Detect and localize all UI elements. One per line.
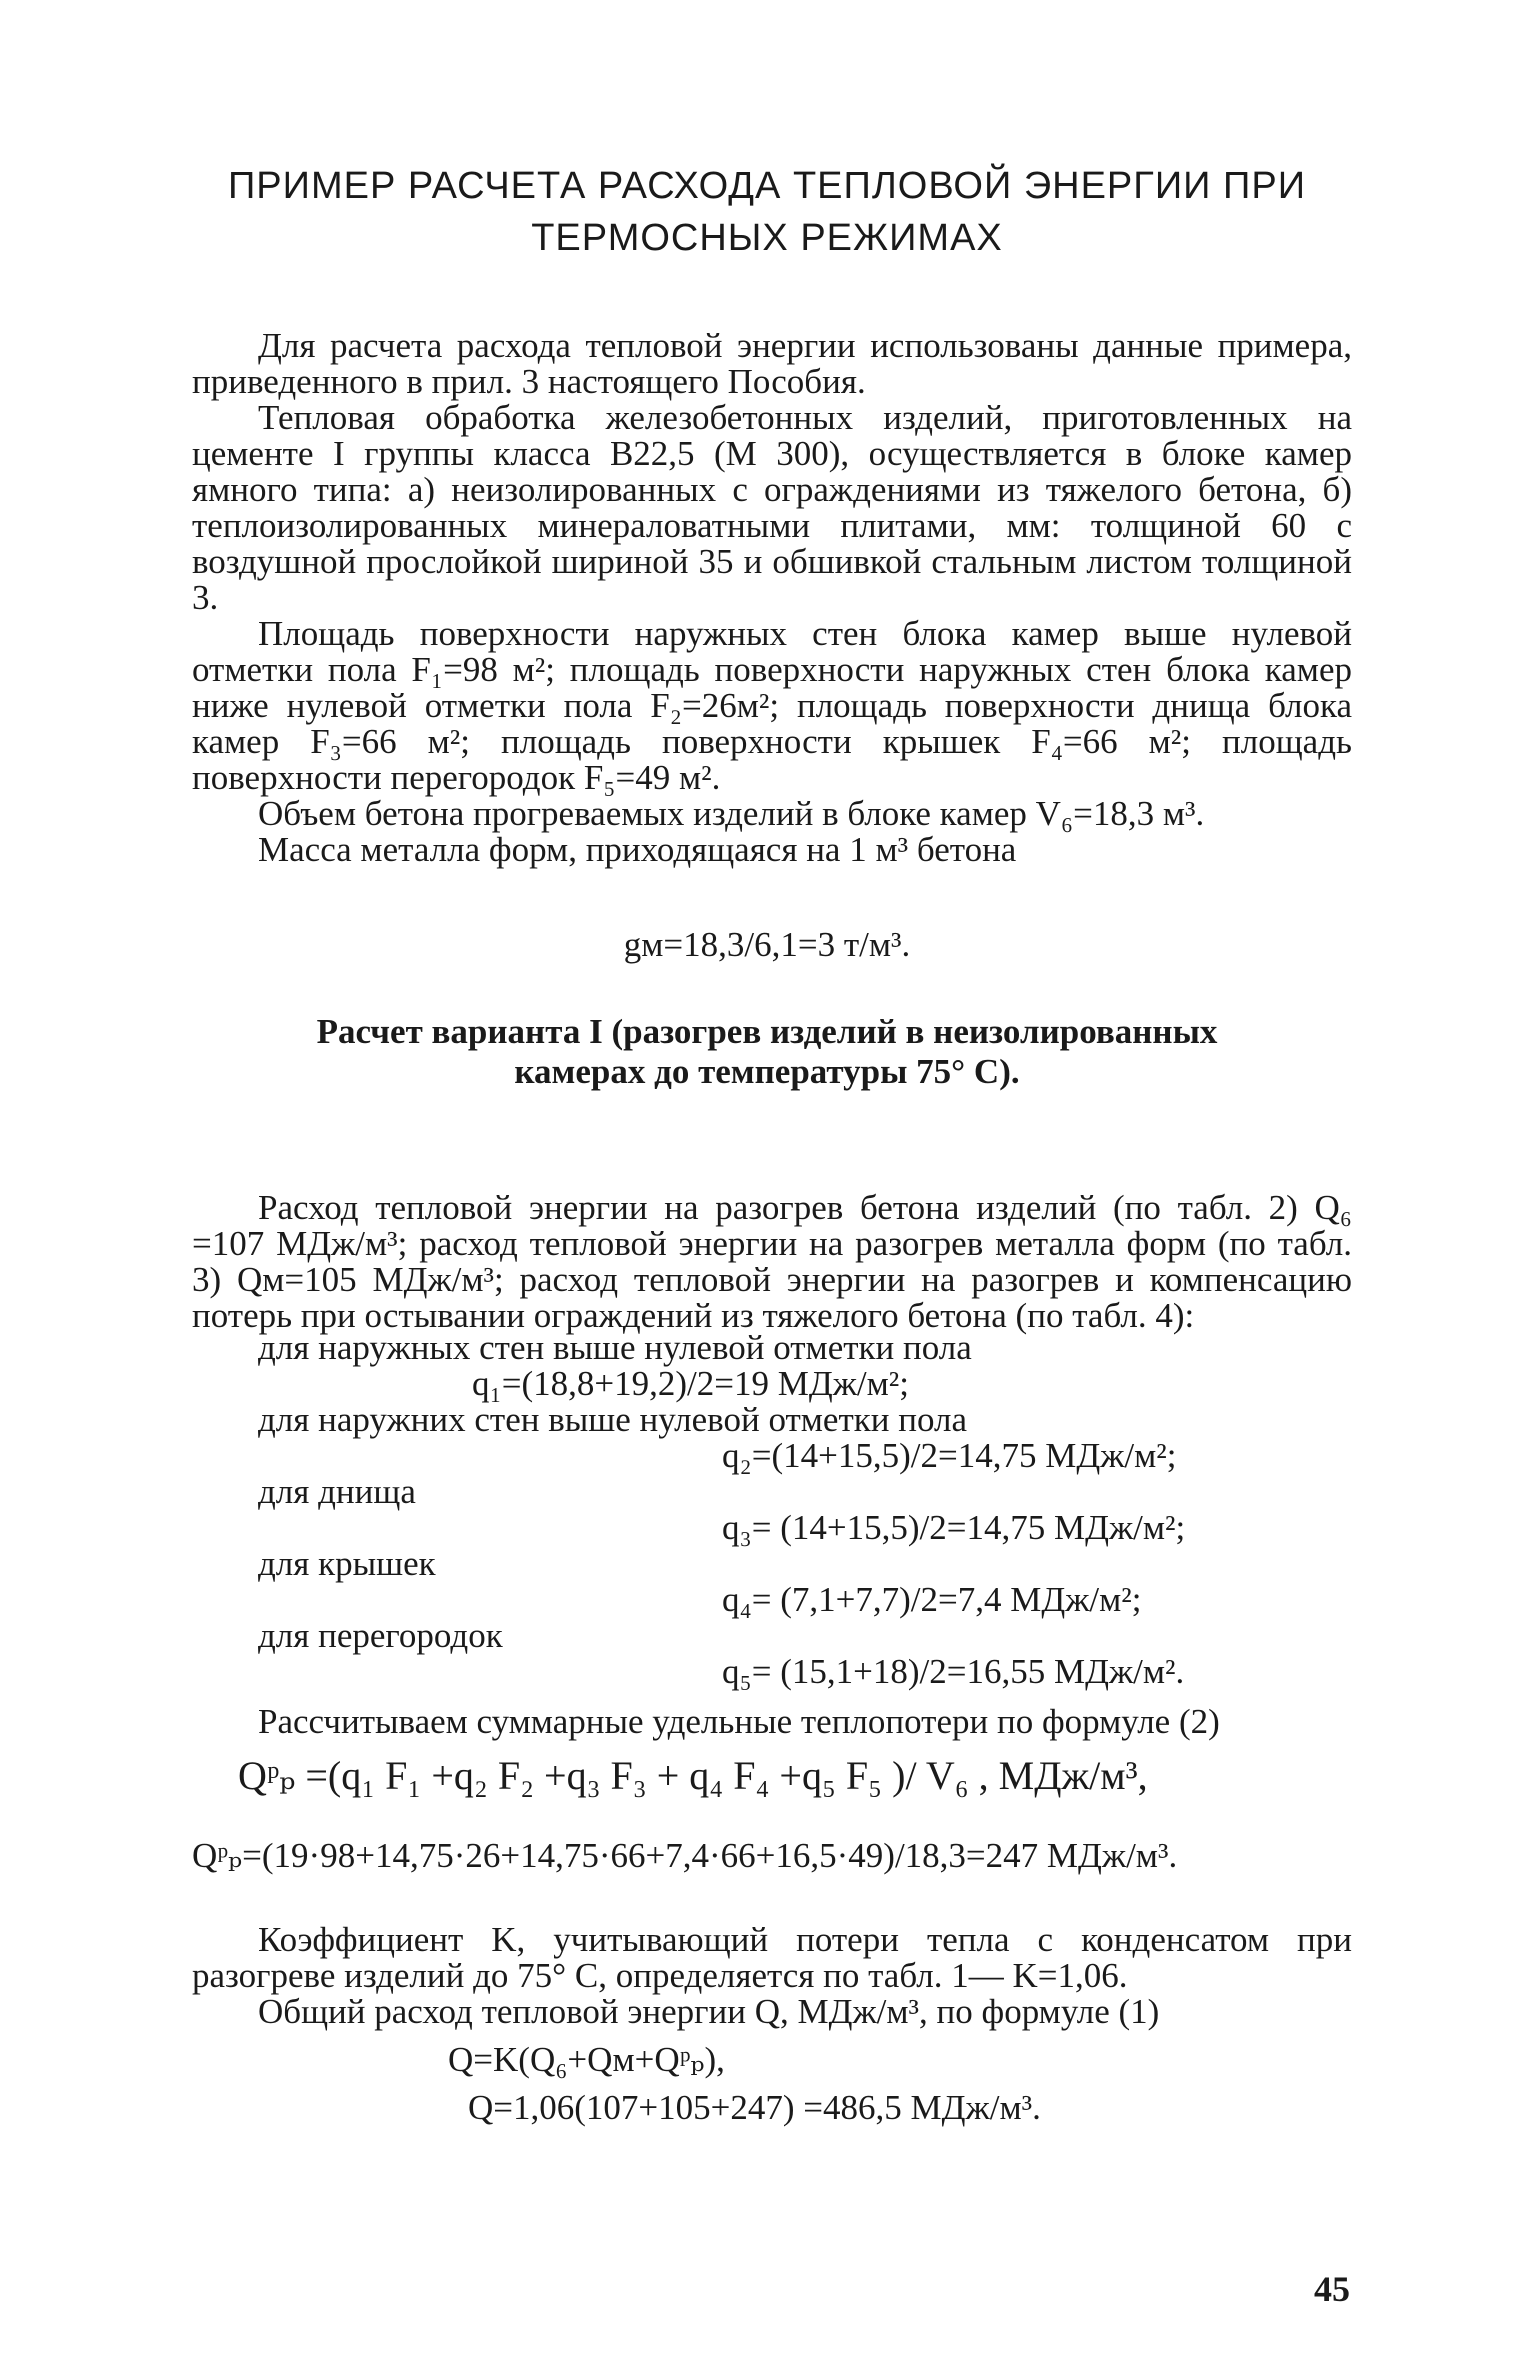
formula-qp-general: Qᵖₚ =(q₁ F₁ +q₂ F₂ +q₃ F₃ + q₄ F₄ +q₅ F₅ )/ V₆ , МДж/м³, — [238, 1753, 1148, 1798]
title-line-1: ПРИМЕР РАСЧЕТА РАСХОДА ТЕПЛОВОЙ ЭНЕРГИИ ПРИ — [227, 165, 1307, 207]
formula-gm: gм=18,3/6,1=3 т/м³. — [623, 925, 911, 964]
intro-paragraphs — [192, 328, 1352, 868]
item-4-formula: q₄= (7,1+7,7)/2=7,4 МДж/м²; — [722, 1580, 1142, 1619]
paragraph-7: Рассчитываем суммарные удельные теплопотери по формуле (2) — [258, 1702, 1220, 1741]
section-heading — [150, 1012, 1384, 1092]
item-4-label: для крышек — [258, 1544, 436, 1583]
title-line-2: ТЕРМОСНЫХ РЕЖИМАХ — [531, 217, 1003, 259]
section-heading-line-2: камерах до температуры 75° С). — [514, 1052, 1020, 1091]
item-2-formula: q₂=(14+15,5)/2=14,75 МДж/м²; — [722, 1436, 1177, 1475]
page-title — [150, 160, 1384, 264]
paragraph-2: Тепловая обработка железобетонных изделий, приготовленных на цементе I группы класса В22,5 (М 300), осуществляется в блоке камер ямного типа: а) неизолированных с ограждениями из тяжелого бетона, б) теплоизолированных минераловатными плитами, мм: толщиной 60 с воздушной прослойкой шириной 35 и обшивкой стальным листом толщиной 3. — [192, 398, 1352, 617]
formula-qp-numeric: Qᵖₚ=(19·98+14,75·26+14,75·66+7,4·66+16,5·49)/18,3=247 МДж/м³. — [192, 1836, 1178, 1875]
item-5-label: для перегородок — [258, 1616, 503, 1655]
page-number: 45 — [1314, 2269, 1350, 2309]
section-heading-line-1: Расчет варианта I (разогрев изделий в неизолированных — [316, 1012, 1218, 1051]
paragraph-8: Коэффициент K, учитывающий потери тепла с конденсатом при разогреве изделий до 75° С, определяется по табл. 1— K=1,06. — [192, 1920, 1352, 1995]
item-1-label: для наружных стен выше нулевой отметки пола — [258, 1328, 972, 1367]
paragraph-9: Общий расход тепловой энергии Q, МДж/м³, по формуле (1) — [258, 1992, 1160, 2031]
formula-q-general: Q=K(Q₆+Qм+Qᵖₚ), — [448, 2040, 725, 2079]
item-2-label: для наружних стен выше нулевой отметки пола — [258, 1400, 968, 1439]
formula-q-numeric: Q=1,06(107+105+247) =486,5 МДж/м³. — [468, 2088, 1041, 2127]
paragraph-6: Расход тепловой энергии на разогрев бетона изделий (по табл. 2) Q₆ =107 МДж/м³; расход тепловой энергии на разогрев металла форм (по табл. 3) Qм=105 МДж/м³; расход тепловой энергии на разогрев и компенсацию потерь при остывании ограждений из тяжелого бетона (по табл. 4): — [192, 1188, 1352, 1335]
paragraph-6-block — [192, 1190, 1352, 1334]
closing-paragraphs — [192, 1922, 1352, 2030]
paragraph-5: Масса металла форм, приходящаяся на 1 м³ бетона — [258, 830, 1017, 869]
item-3-formula: q₃= (14+15,5)/2=14,75 МДж/м²; — [722, 1508, 1186, 1547]
paragraph-1: Для расчета расхода тепловой энергии использованы данные примера, приведенного в прил. 3 настоящего Пособия. — [192, 326, 1352, 401]
item-3-label: для днища — [258, 1472, 416, 1511]
item-1-formula: q₁=(18,8+19,2)/2=19 МДж/м²; — [472, 1364, 909, 1403]
paragraph-4: Объем бетона прогреваемых изделий в блоке камер V₆=18,3 м³. — [258, 794, 1205, 833]
paragraph-3: Площадь поверхности наружных стен блока камер выше нулевой отметки пола F₁=98 м²; площадь поверхности наружных стен блока камер ниже нулевой отметки пола F₂=26м²; площадь поверхности днища блока камер F₃=66 м²; площадь поверхности крышек F₄=66 м²; площадь поверхности перегородок F₅=49 м². — [192, 614, 1352, 797]
item-5-formula: q₅= (15,1+18)/2=16,55 МДж/м². — [722, 1652, 1185, 1691]
